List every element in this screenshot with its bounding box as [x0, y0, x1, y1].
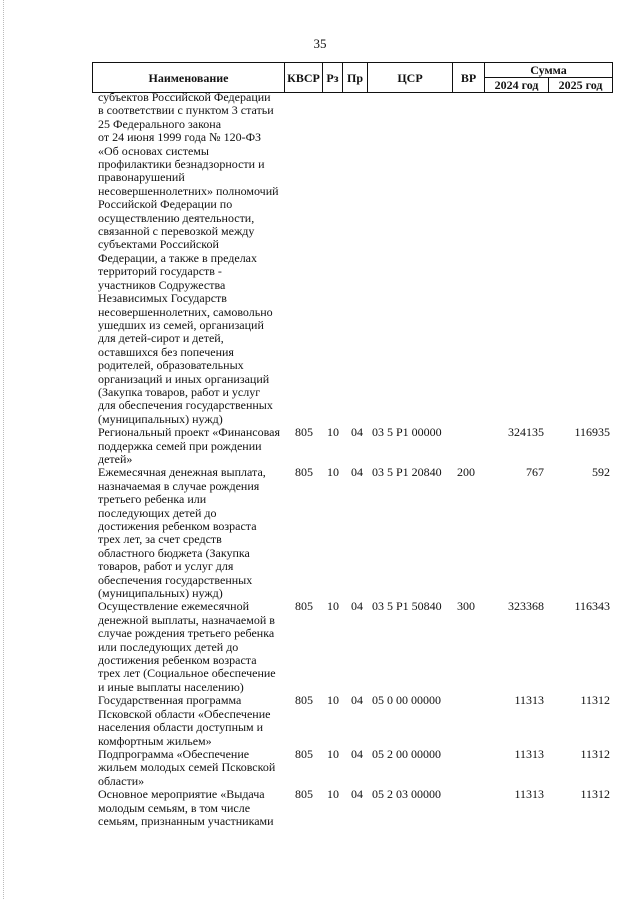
- row-sum-2024: 767: [526, 465, 544, 480]
- row-rz: 10: [327, 599, 339, 614]
- row-rz: 10: [327, 746, 339, 761]
- table-row: [92, 694, 612, 748]
- row-name: Региональный проект «Финансовая поддержка семей при рождении детей»: [98, 425, 280, 466]
- row-csr: 05 2 03 00000: [372, 787, 441, 802]
- budget-table-header: [92, 62, 613, 93]
- row-kvsr: 805: [295, 599, 313, 614]
- row-kvsr: 805: [295, 425, 313, 440]
- row-pr: 04: [351, 693, 363, 708]
- row-sum-2024: 11313: [514, 746, 544, 761]
- row-name: субъектов Российской Федерации в соответствии с пунктом 3 статьи 25 Федерального закона от 24 июня 1999 года № 120-ФЗ «Об основах системы профилактики безнадзорности и правонарушений несовершеннолетних» полномочий Российской Федерации по осуществлению деятельности, связанной с перевозкой между субъектами Российской Федерации, а также в пределах территорий государств - участников Содружества Независимых Государств несовершеннолетних, самовольно ушедших из семей, организаций для детей-сирот и детей, оставшихся без попечения родителей, образовательных организаций и иных организаций (Закупка товаров, работ и услуг для обеспечения государственных (муниципальных) нужд): [98, 90, 279, 426]
- row-name: Подпрограмма «Обеспечение жильем молодых семей Псковской области»: [98, 746, 276, 788]
- row-kvsr: 805: [295, 693, 313, 708]
- row-sum-2025: 116935: [574, 425, 610, 440]
- row-name: Государственная программа Псковской области «Обеспечение населения области доступным и комфортным жильем»: [98, 693, 271, 748]
- table-row: [92, 788, 612, 828]
- header-year-2025: 2025 год: [549, 78, 613, 93]
- row-sum-2024: 323368: [508, 599, 544, 614]
- row-sum-2025: 11312: [580, 746, 610, 761]
- row-name: Осуществление ежемесячной денежной выплаты, назначаемой в случае рождения третьего ребенка или последующих детей до достижения ребенком возраста трех лет (Социальное обеспечение и иные выплаты населению): [98, 599, 276, 694]
- row-rz: 10: [327, 465, 339, 480]
- row-csr: 03 5 P1 00000: [372, 425, 442, 440]
- row-pr: 04: [351, 746, 363, 761]
- row-rz: 10: [327, 425, 339, 440]
- table-row: [92, 600, 612, 694]
- row-rz: 10: [327, 693, 339, 708]
- table-row: [92, 748, 612, 788]
- table-row: [92, 466, 612, 600]
- table-row: [92, 426, 612, 466]
- header-name: Наименование: [93, 63, 285, 93]
- row-csr: 03 5 P1 20840: [372, 465, 442, 480]
- header-rz: Рз: [323, 63, 343, 93]
- header-year-2024: 2024 год: [485, 78, 549, 93]
- row-csr: 05 2 00 00000: [372, 746, 441, 761]
- row-pr: 04: [351, 787, 363, 802]
- budget-table-body: [92, 91, 612, 828]
- row-rz: 10: [327, 787, 339, 802]
- row-sum-2025: 592: [592, 465, 610, 480]
- row-name: Ежемесячная денежная выплата, назначаемая в случае рождения третьего ребенка или последующих детей до достижения ребенком возраста трех лет, за счет средств областного бюджета (Закупка товаров, работ и услуг для обеспечения государственных (муниципальных) нужд): [98, 465, 266, 601]
- header-sum: Сумма: [485, 63, 613, 78]
- page-number: 35: [313, 36, 327, 51]
- row-pr: 04: [351, 599, 363, 614]
- row-sum-2025: 11312: [580, 693, 610, 708]
- row-pr: 04: [351, 425, 363, 440]
- header-csr: ЦСР: [368, 63, 453, 93]
- row-sum-2024: 11313: [514, 693, 544, 708]
- header-pr: Пр: [343, 63, 368, 93]
- row-vr: 200: [457, 465, 475, 480]
- row-kvsr: 805: [295, 465, 313, 480]
- row-kvsr: 805: [295, 787, 313, 802]
- row-sum-2025: 11312: [580, 787, 610, 802]
- row-kvsr: 805: [295, 746, 313, 761]
- row-csr: 05 0 00 00000: [372, 693, 441, 708]
- row-csr: 03 5 P1 50840: [372, 599, 442, 614]
- scan-edge-line: [3, 0, 4, 899]
- table-row: [92, 91, 612, 426]
- row-sum-2024: 324135: [508, 425, 544, 440]
- header-vr: ВР: [453, 63, 485, 93]
- row-vr: 300: [457, 599, 475, 614]
- header-kvsr: КВСР: [285, 63, 323, 93]
- row-pr: 04: [351, 465, 363, 480]
- row-sum-2024: 11313: [514, 787, 544, 802]
- row-sum-2025: 116343: [574, 599, 610, 614]
- row-name: Основное мероприятие «Выдача молодым семьям, в том числе семьям, признанным участниками: [98, 787, 274, 828]
